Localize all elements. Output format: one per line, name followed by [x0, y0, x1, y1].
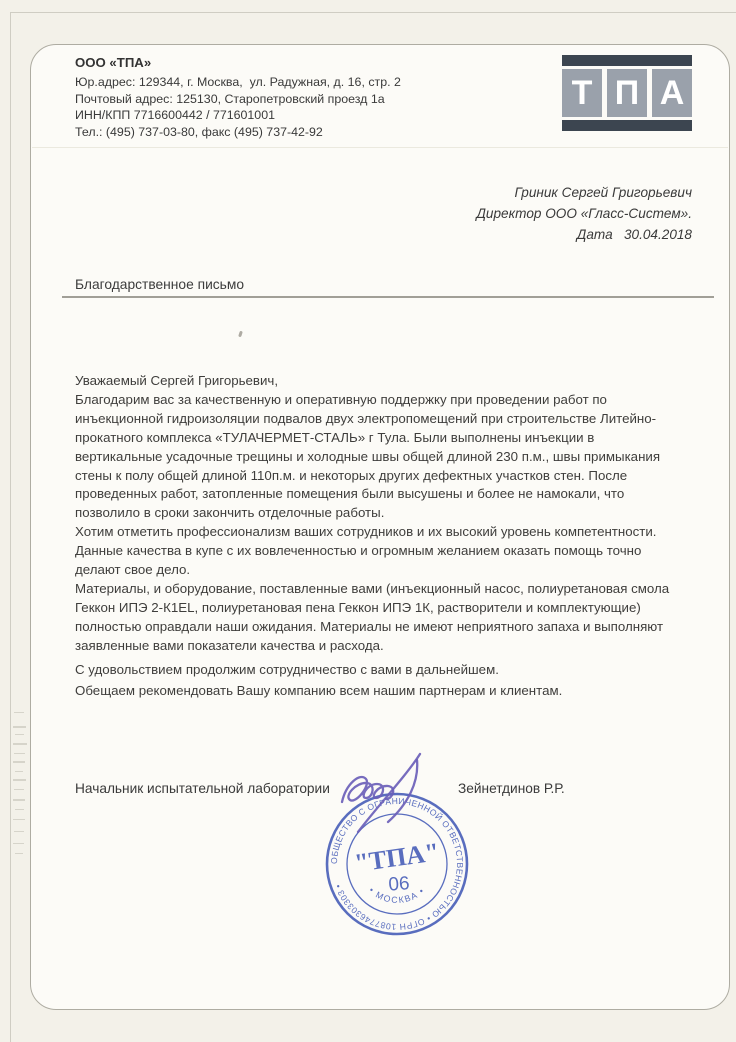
letterhead-lines	[75, 74, 401, 140]
letterhead-line: Почтовый адрес: 125130, Старопетровский проезд 1а	[75, 91, 385, 106]
scan-artifact	[14, 789, 24, 790]
signer-name: Зейнетдинов Р.Р.	[458, 781, 565, 796]
addressee-block	[476, 182, 692, 245]
scan-artifact	[15, 734, 24, 735]
stamp-ring-text-node: ОБЩЕСТВО С ОГРАНИЧЕННОЙ ОТВЕТСТВЕННОСТЬЮ • ОГРН 1087746303303 •	[328, 795, 466, 933]
body-line: делают свое дело.	[75, 562, 191, 578]
body-line: Хотим отметить профессионализм ваших сотрудников и их высокий уровень компетентности.	[75, 524, 657, 540]
body-line: прокатного комплекса «ТУЛАЧЕРМЕТ-СТАЛЬ» г Тула. Были выполнены инъекции в	[75, 429, 595, 445]
logo-bar-bottom	[562, 120, 692, 131]
body-line: инъекционной гидроизоляции подвалов двух электропомещений при строительстве Литейно-	[75, 410, 657, 426]
stamp-number: 06	[387, 873, 411, 896]
logo-bar-top	[562, 55, 692, 66]
body-line: Уважаемый Сергей Григорьевич,	[75, 373, 279, 388]
scan-artifact	[13, 819, 25, 820]
scan-artifact	[15, 853, 23, 854]
title-underline	[62, 296, 714, 298]
scan-artifact	[13, 726, 26, 728]
body-line: Геккон ИПЭ 2-К1EL, полиуретановая пена Геккон ИПЭ 1К, растворители и комплектующие)	[75, 599, 641, 615]
stamp-city-text-node: • МОСКВА •	[367, 885, 427, 906]
scan-artifact	[14, 753, 25, 754]
letter-title: Благодарственное письмо	[75, 277, 245, 292]
scanner-edge-top	[10, 12, 736, 13]
letterhead-line: ИНН/КПП 7716600442 / 771601001	[75, 108, 275, 123]
scan-artifact	[13, 843, 24, 844]
signer-position: Начальник испытательной лаборатории	[75, 781, 330, 796]
scan-artifact	[15, 771, 23, 772]
closing-line: Обещаем рекомендовать Вашу компанию всем нашим партнерам и клиентам.	[75, 683, 563, 698]
company-name: ООО «ТПА»	[75, 55, 152, 70]
handwritten-signature	[320, 742, 460, 842]
logo-letters	[562, 69, 692, 117]
scanner-edge-left	[10, 12, 11, 1042]
closing-line: С удовольствием продолжим сотрудничество с вами в дальнейшем.	[75, 662, 499, 677]
body-line: проведенных работ, затопленные помещения были высушены и более не намокали, что	[75, 486, 625, 502]
scan-artifact	[13, 761, 25, 763]
letter-closing	[75, 659, 715, 701]
letterhead	[75, 55, 401, 140]
letterhead-line: Юр.адрес: 129344, г. Москва, ул. Радужная, д. 16, стр. 2	[75, 75, 401, 90]
scan-artifact	[15, 809, 24, 810]
scan-artifact	[14, 712, 24, 713]
scan-artifact	[13, 743, 27, 745]
body-line: вертикальные усадочные трещины и холодные швы общей длиной 230 п.м., швы примыкания	[75, 448, 661, 464]
logo-letter: А	[652, 69, 692, 117]
body-line: стены к полу общей длиной 110п.м. и некоторых других дефектных участков стен. После	[75, 467, 628, 483]
body-line: Материалы, и оборудование, поставленные вами (инъекционный насос, полиуретановая смола	[75, 580, 670, 596]
logo-letter: Т	[562, 69, 602, 117]
body-line: Благодарим вас за качественную и оперативную поддержку при проведении работ по	[75, 391, 607, 407]
scan-artifact-line	[32, 147, 728, 148]
company-logo	[562, 55, 692, 131]
logo-letter: П	[607, 69, 647, 117]
addressee-line: Директор ООО «Гласс-Систем».	[476, 206, 692, 221]
body-line: заявленные вами показатели качества и расхода.	[75, 637, 384, 653]
letterhead-line: Тел.: (495) 737-03-80, факс (495) 737-42-92	[75, 124, 323, 139]
stamp-center-text: "ТПА"	[352, 837, 442, 878]
scan-artifact	[14, 831, 24, 832]
body-line: позволило в сроки закончить отделочные работы.	[75, 505, 385, 521]
body-line: Данные качества в купе с их вовлеченностью и огромным желанием оказать помощь точно	[75, 543, 642, 559]
letter-body	[75, 372, 715, 656]
addressee-line: Гриник Сергей Григорьевич	[514, 185, 692, 200]
scan-artifact	[13, 799, 25, 801]
scan-artifact	[13, 779, 26, 781]
addressee-line: Дата 30.04.2018	[576, 227, 692, 242]
body-line: полностью оправдали наши ожидания. Материалы не имеют неприятного запаха и выполняют	[75, 618, 664, 634]
